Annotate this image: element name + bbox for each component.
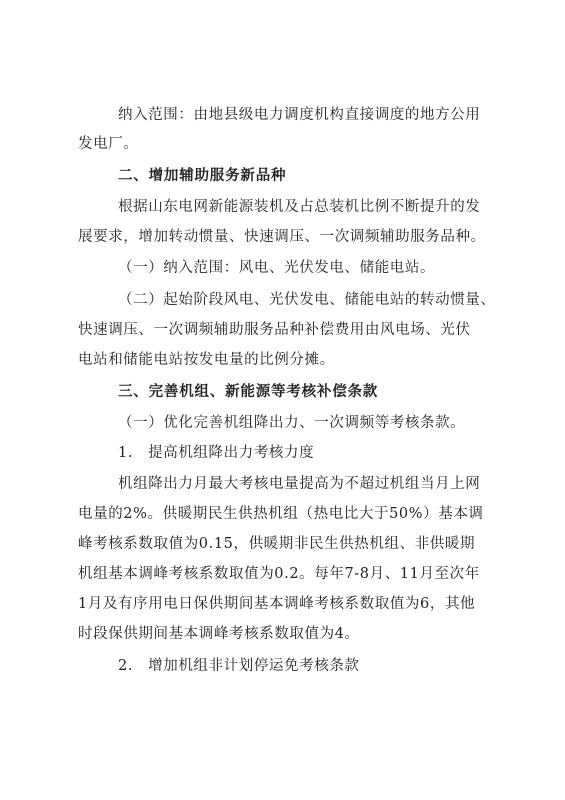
paragraph-scope-line-1: 纳入范围：由地县级电力调度机构直接调度的地方公用	[118, 107, 481, 123]
section-heading-3: 三、完善机组、新能源等考核补偿条款	[118, 384, 379, 400]
subitem-allocation-line-3: 电站和储能电站按发电量的比例分摊。	[78, 352, 335, 368]
numbered-item-1: 1. 提高机组降出力考核力度	[118, 445, 315, 461]
paragraph-new-products-line-1: 根据山东电网新能源装机及占总装机比例不断提升的发	[118, 199, 481, 215]
paragraph-assessment-line-2: 电量的2%。供暖期民生供热机组（热电比大于50%）基本调	[78, 506, 484, 522]
section-heading-2: 二、增加辅助服务新品种	[118, 168, 287, 184]
subitem-scope: （一）纳入范围：风电、光伏发电、储能电站。	[118, 260, 436, 276]
paragraph-assessment-line-3: 峰考核系数取值为0.15，供暖期非民生供热机组、非供暖期	[78, 536, 476, 552]
paragraph-scope-line-2: 发电厂。	[78, 136, 139, 152]
subitem-allocation-line-1: （二）起始阶段风电、光伏发电、储能电站的转动惯量、	[118, 292, 496, 308]
paragraph-new-products-line-2: 展要求，增加转动惯量、快速调压、一次调频辅助服务品种。	[78, 229, 486, 245]
paragraph-assessment-line-6: 时段保供期间基本调峰考核系数取值为4。	[78, 626, 360, 642]
paragraph-assessment-line-4: 机组基本调峰考核系数取值为0.2。每年7-8月、11月至次年	[78, 566, 480, 582]
paragraph-assessment-line-5: 1月及有序用电日保供期间基本调峰考核系数取值为6，其他	[78, 596, 476, 612]
paragraph-assessment-line-1: 机组降出力月最大考核电量提高为不超过机组当月上网	[118, 476, 481, 492]
subitem-optimize: （一）优化完善机组降出力、一次调频等考核条款。	[118, 415, 466, 431]
numbered-item-2: 2. 增加机组非计划停运免考核条款	[118, 658, 360, 674]
subitem-allocation-line-2: 快速调压、一次调频辅助服务品种补偿费用由风电场、光伏	[78, 322, 471, 338]
